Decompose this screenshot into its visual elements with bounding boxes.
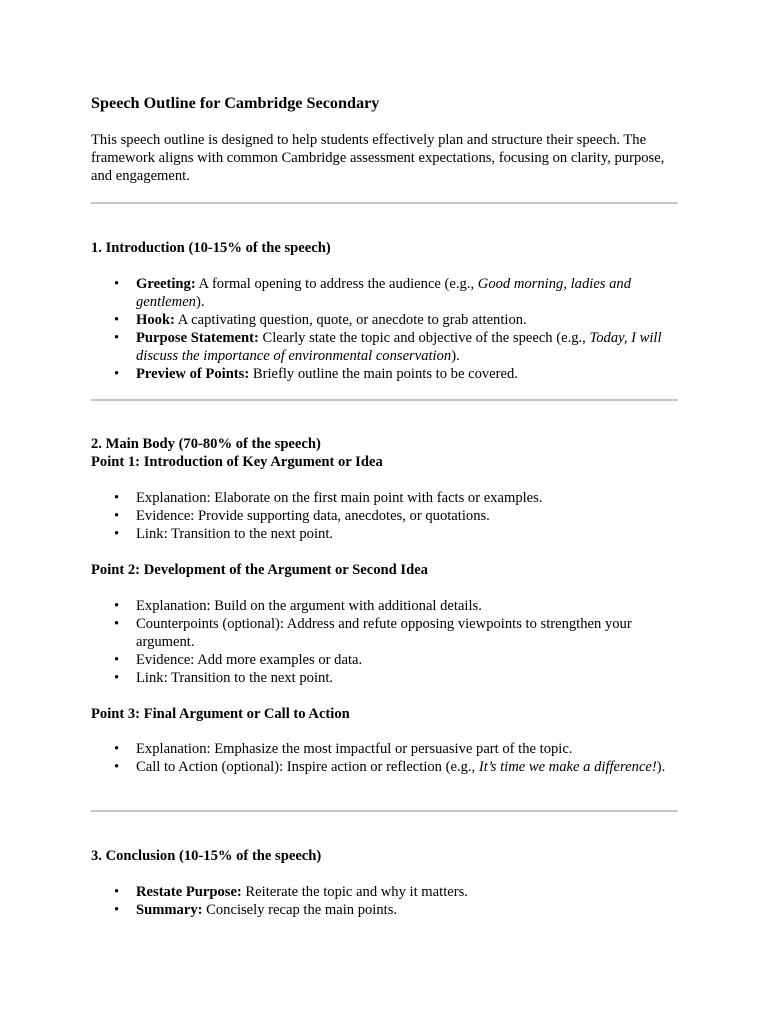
conclusion-list bbox=[91, 883, 678, 919]
document-title: Speech Outline for Cambridge Secondary bbox=[91, 94, 380, 112]
item-example: Good morning, ladies and gentlemen bbox=[136, 276, 632, 310]
item-label: Hook: bbox=[136, 312, 175, 328]
item-text: A captivating question, quote, or anecdote to grab attention. bbox=[174, 312, 527, 328]
item-text: Clearly state the topic and objective of the speech (e.g., bbox=[258, 330, 590, 346]
item-text: Concisely recap the main points. bbox=[202, 902, 398, 918]
point3-list bbox=[91, 740, 678, 776]
point1-list bbox=[91, 489, 678, 543]
item-label: Greeting: bbox=[136, 276, 196, 292]
item-end: ). bbox=[451, 348, 460, 364]
item-example: Today, I will discuss the importance of environmental conservation bbox=[136, 330, 662, 364]
item-end: ). bbox=[195, 294, 205, 310]
list-item: • Evidence: Provide supporting data, anecdotes, or quotations. bbox=[91, 507, 678, 525]
point2-heading: Point 2: Development of the Argument or Second Idea bbox=[91, 562, 428, 578]
main-body-heading: 2. Main Body (70-80% of the speech) bbox=[91, 436, 321, 452]
item-text: A formal opening to address the audience (e.g., bbox=[195, 276, 478, 292]
item-example: It’s time we make a difference! bbox=[478, 759, 657, 775]
list-item bbox=[91, 883, 678, 901]
list-item: • Link: Transition to the next point. bbox=[91, 669, 678, 687]
list-item: • Explanation: Build on the argument with additional details. bbox=[91, 597, 678, 615]
point1-heading: Point 1: Introduction of Key Argument or Idea bbox=[91, 454, 383, 470]
list-item bbox=[91, 365, 678, 383]
list-item: • Explanation: Elaborate on the first main point with facts or examples. bbox=[91, 489, 678, 507]
item-text: Explanation: Emphasize the most impactful or persuasive part of the topic. bbox=[136, 741, 573, 757]
conclusion-heading: 3. Conclusion (10-15% of the speech) bbox=[91, 848, 322, 864]
item-label: Restate Purpose: bbox=[136, 884, 242, 900]
list-item bbox=[91, 901, 678, 919]
list-item bbox=[91, 329, 678, 365]
list-item: • Evidence: Add more examples or data. bbox=[91, 651, 678, 669]
item-text: Briefly outline the main points to be covered. bbox=[249, 366, 518, 382]
item-text: Reiterate the topic and why it matters. bbox=[241, 884, 468, 900]
introduction-heading: 1. Introduction (10-15% of the speech) bbox=[91, 240, 331, 256]
item-label: Purpose Statement: bbox=[136, 330, 259, 346]
list-item bbox=[91, 758, 678, 776]
item-label: Preview of Points: bbox=[136, 366, 250, 382]
list-item bbox=[91, 275, 678, 311]
point2-list bbox=[91, 597, 678, 687]
point3-heading: Point 3: Final Argument or Call to Action bbox=[91, 706, 350, 722]
list-item bbox=[91, 740, 678, 758]
list-item: • Link: Transition to the next point. bbox=[91, 525, 678, 543]
introduction-list bbox=[91, 275, 678, 383]
section-divider bbox=[91, 399, 678, 401]
intro-paragraph: This speech outline is designed to help students effectively plan and structure their speech. The framework aligns with common Cambridge assessment expectations, focusing on clarity, purpose, and engagement. bbox=[91, 132, 665, 184]
item-text: Call to Action (optional): Inspire action or reflection (e.g., bbox=[136, 759, 479, 775]
item-label: Summary: bbox=[136, 902, 203, 918]
section-divider bbox=[91, 202, 678, 204]
item-end: ). bbox=[656, 759, 666, 775]
list-item: • Counterpoints (optional): Address and refute opposing viewpoints to strengthen your argument. bbox=[91, 615, 678, 651]
list-item bbox=[91, 311, 678, 329]
section-divider bbox=[91, 810, 678, 812]
